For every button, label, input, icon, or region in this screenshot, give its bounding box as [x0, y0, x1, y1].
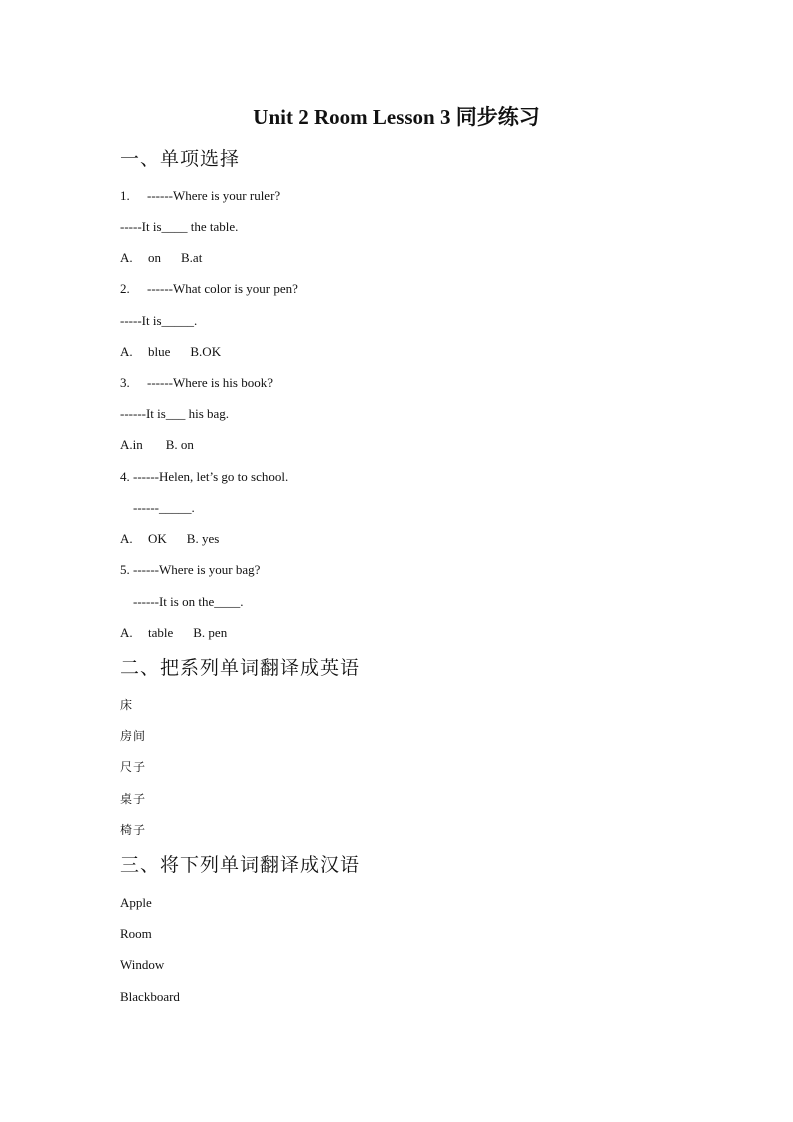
- option-a-label: A.: [120, 344, 133, 359]
- options-2: [120, 343, 221, 361]
- word-item: 尺子: [120, 760, 147, 774]
- word-item: Apple: [120, 895, 152, 910]
- question-text: ------Where is your ruler?: [147, 188, 281, 203]
- question-number: 1.: [120, 188, 130, 203]
- question-number: 4.: [120, 469, 130, 484]
- question-text: ------Where is your bag?: [133, 562, 261, 577]
- options-5: [120, 624, 227, 642]
- word-item: Window: [120, 957, 165, 972]
- option-a: on: [148, 250, 161, 265]
- option-b: B. yes: [186, 531, 220, 546]
- question-4: [120, 468, 288, 486]
- section-heading-translate-to-chinese: 三、将下列单词翻译成汉语: [120, 854, 361, 876]
- answer-1: -----It is____ the table.: [120, 219, 239, 234]
- answer-4: ------_____.: [133, 500, 195, 515]
- options-4: [120, 530, 219, 548]
- option-a-label: A.: [120, 625, 133, 640]
- option-b: B. on: [165, 437, 194, 452]
- option-b: B.at: [181, 250, 203, 265]
- answer-2: -----It is_____.: [120, 313, 198, 328]
- question-2: [120, 280, 298, 298]
- option-a: blue: [148, 344, 171, 359]
- option-a: OK: [148, 531, 167, 546]
- question-1: [120, 187, 280, 205]
- word-item: 床: [120, 698, 134, 712]
- option-a-label: A.: [120, 250, 133, 265]
- option-a-label: A.: [120, 531, 133, 546]
- question-text: ------Where is his book?: [147, 375, 273, 390]
- option-b: B. pen: [193, 625, 228, 640]
- question-5: [120, 561, 260, 579]
- question-number: 3.: [120, 375, 130, 390]
- option-a: table: [148, 625, 174, 640]
- answer-5: ------It is on the____.: [133, 594, 244, 609]
- question-number: 5.: [120, 562, 130, 577]
- answer-3: ------It is___ his bag.: [120, 406, 230, 421]
- section-heading-multiple-choice: 一、单项选择: [120, 148, 241, 170]
- word-item: 桌子: [120, 792, 147, 806]
- option-a-label: A.in: [120, 437, 143, 452]
- question-number: 2.: [120, 281, 130, 296]
- word-item: 房间: [120, 729, 147, 743]
- word-item: 椅子: [120, 823, 147, 837]
- word-item: Room: [120, 926, 152, 941]
- options-3: [120, 436, 194, 454]
- question-3: [120, 374, 273, 392]
- question-text: ------What color is your pen?: [147, 281, 298, 296]
- section-heading-translate-to-english: 二、把系列单词翻译成英语: [120, 657, 361, 679]
- word-item: Blackboard: [120, 989, 180, 1004]
- page-title: Unit 2 Room Lesson 3 同步练习: [253, 105, 540, 129]
- options-1: [120, 249, 202, 267]
- option-b: B.OK: [190, 344, 222, 359]
- question-text: ------Helen, let’s go to school.: [133, 469, 289, 484]
